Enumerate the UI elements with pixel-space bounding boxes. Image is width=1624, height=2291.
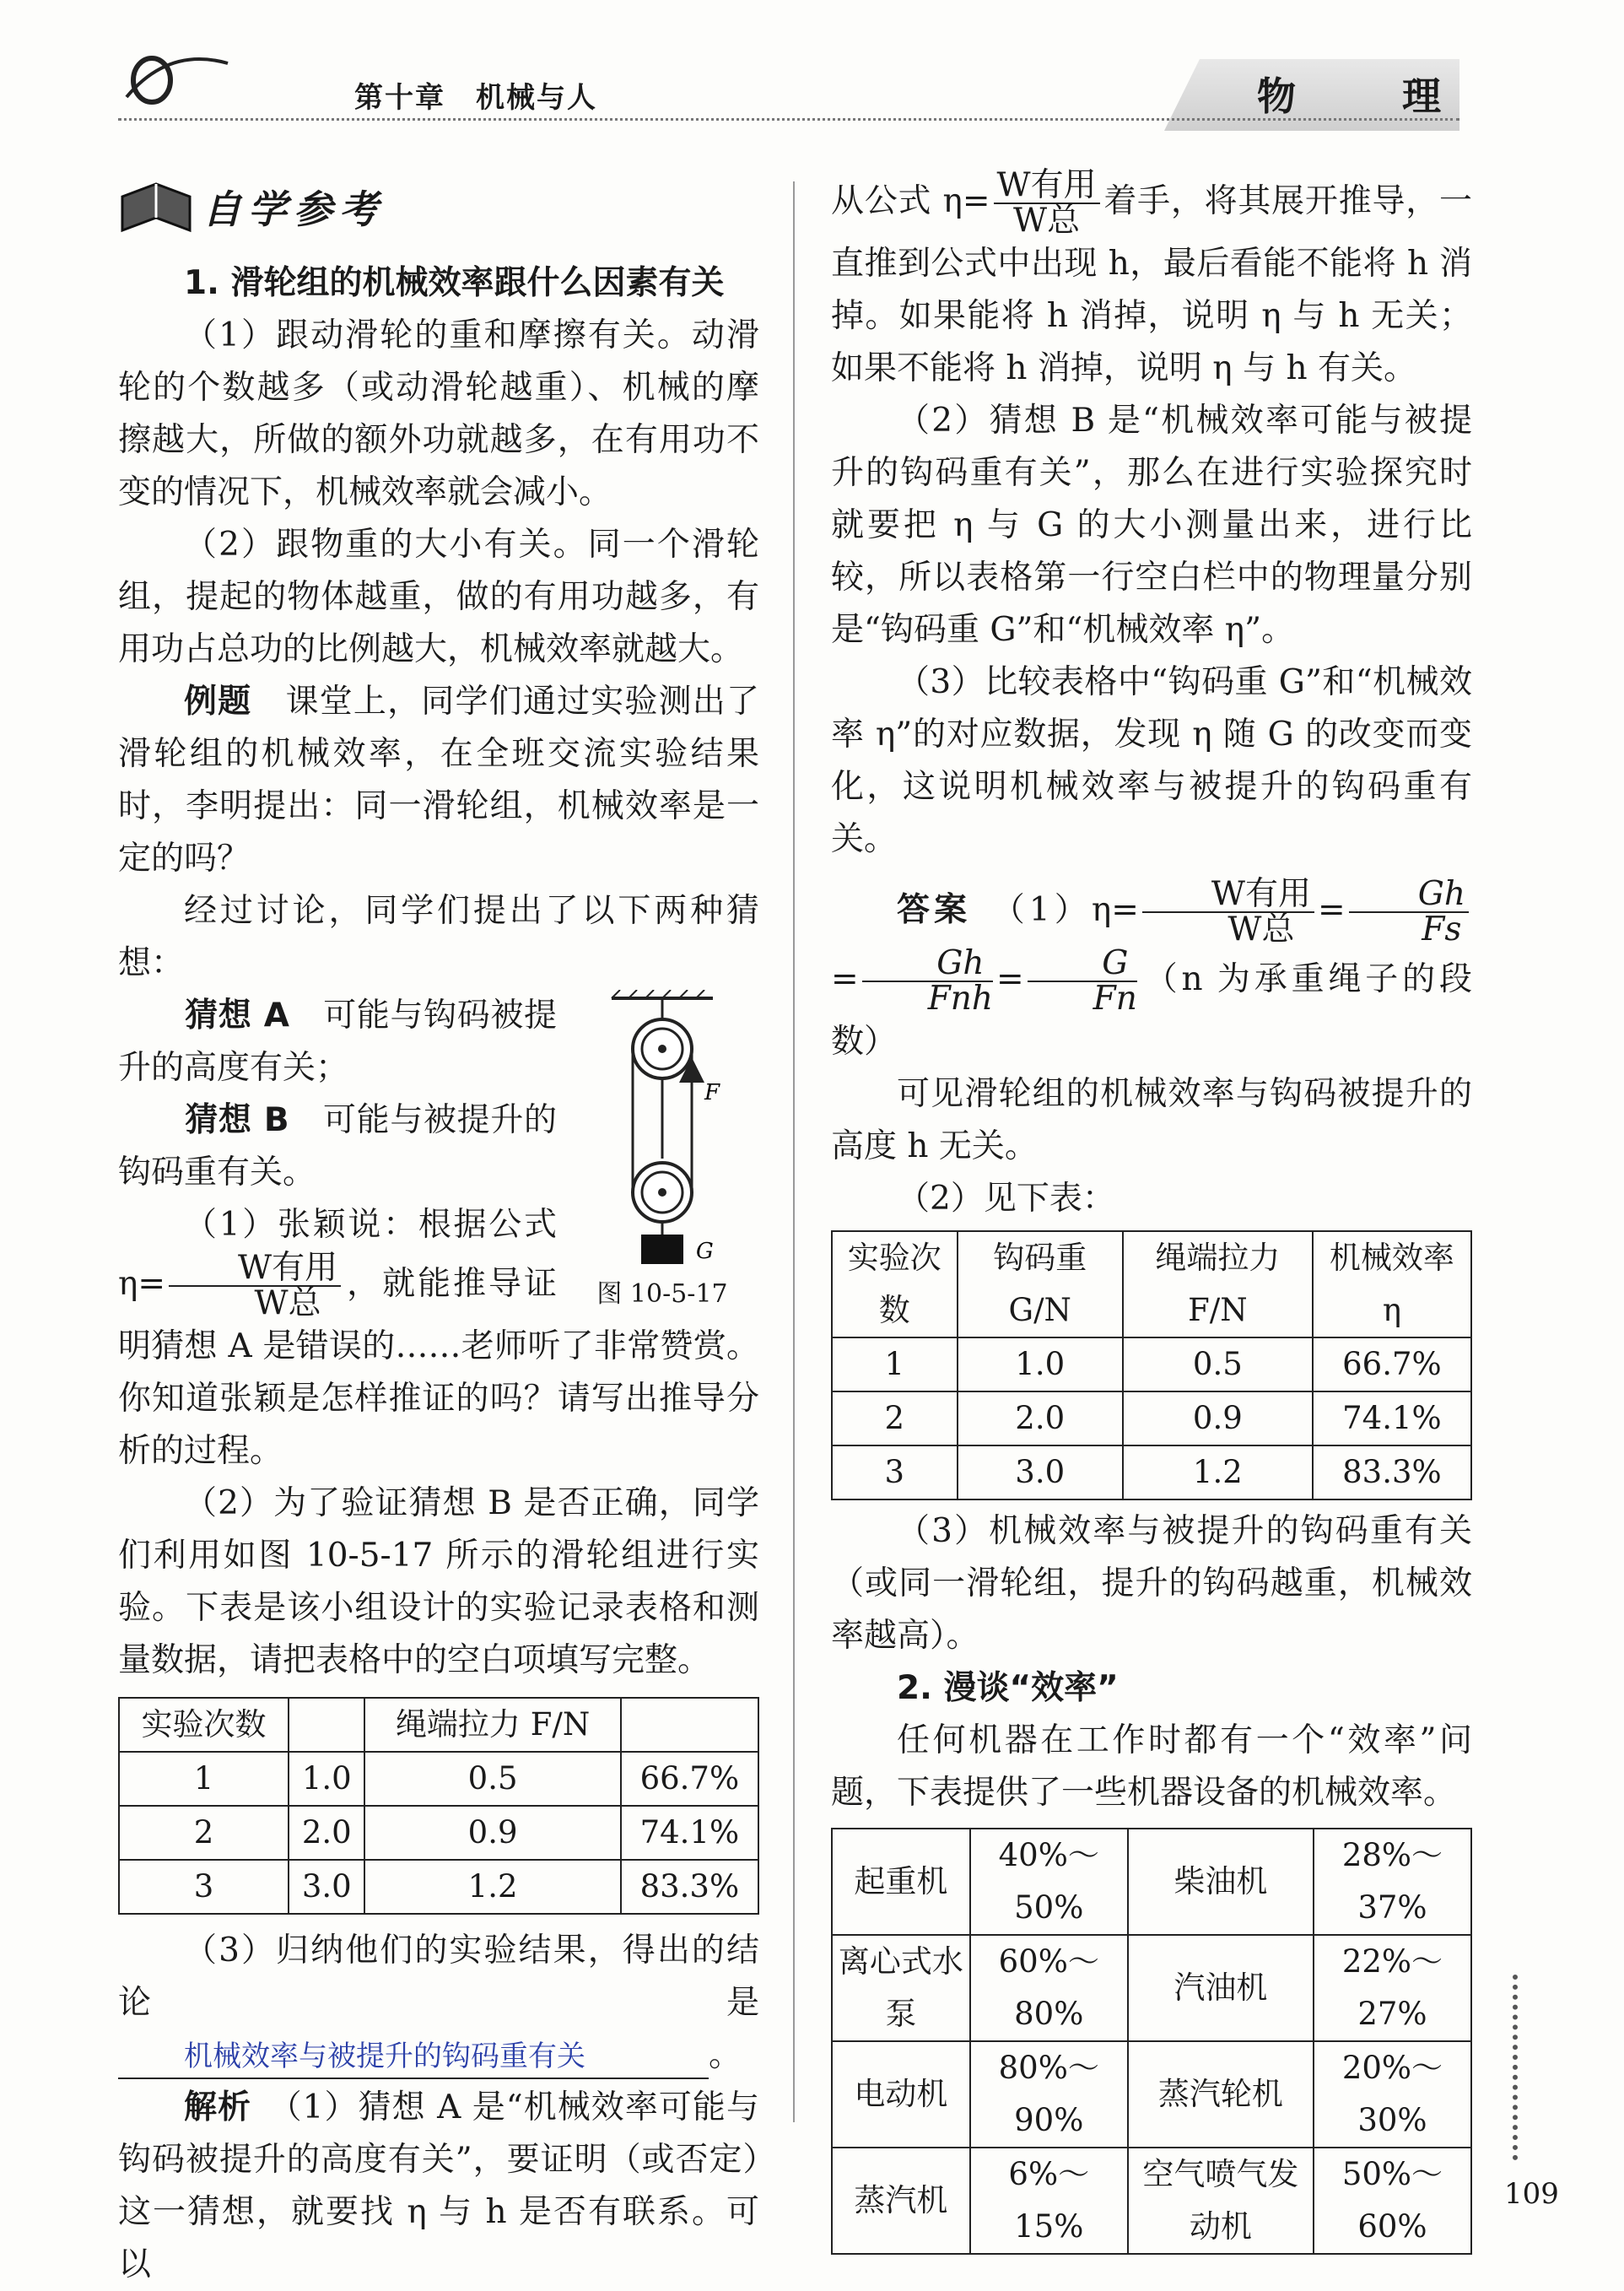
weight-label: G (696, 1239, 714, 1264)
guess-a: 猜想 A 可能与钩码被提升的高度有关； (118, 997, 557, 1087)
question-2: （2）为了验证猜想 B 是否正确，同学们利用如图 10-5-17 所示的滑轮组进行实验。下表是该小组设计的实验记录表格和测量数据，请把表格中的空白项填写完整。 (118, 1484, 759, 1679)
subject-label: 物 理 (1257, 73, 1475, 119)
table-row: 离心式水泵 60%～80% 汽油机 22%～27% (832, 1935, 1471, 2041)
example-label: 例题 (184, 683, 252, 721)
force-label: F (704, 1080, 720, 1105)
table-row: 蒸汽机 6%～15% 空气喷气发动机 50%～60% (832, 2148, 1471, 2254)
experiment-table (118, 1697, 759, 1915)
paragraph: （1）跟动滑轮的重和摩擦有关。动滑轮的个数越多（或动滑轮越重）、机械的摩擦越大，所做的额外功就越多，在有用功不变的情况下，机械效率就会减小。 (118, 316, 759, 511)
page-number: 109 (1504, 2177, 1559, 2211)
table-row: 1 1.0 0.5 66.7% (832, 1337, 1471, 1391)
table-row: 2 2.0 0.9 74.1% (832, 1391, 1471, 1445)
example-text: 课堂上，同学们通过实验测出了滑轮组的机械效率，在全班交流实验结果时，李明提出：同一滑轮组，机械效率是一定的吗？ (118, 683, 759, 878)
paragraph: （3）比较表格中“钩码重 G”和“机械效率 η”的对应数据，发现 η 随 G 的改变而变化，这说明机械效率与被提升的钩码重有关。 (831, 663, 1472, 858)
figure-caption: 图 10-5-17 (596, 1279, 728, 1309)
answer-blank[interactable]: 机械效率与被提升的钩码重有关 (118, 2035, 709, 2079)
weight-block (641, 1235, 683, 1264)
paragraph: （2）猜想 B 是“机械效率可能与被提升的钩码重有关”，那么在进行实验探究时就要把 η 与 G 的大小测量出来，进行比较，所以表格第一行空白栏中的物理量分别是“钩码重 G”和“机械效率 η”。 (831, 402, 1472, 649)
paragraph: 可见滑轮组的机械效率与钩码被提升的高度 h 无关。 (831, 1075, 1472, 1165)
right-column (831, 166, 1472, 2255)
margin-dots (1513, 1975, 1526, 2160)
question-1: （1）张颖说：根据公式 η= $\frac{\text{W有用}}{\text{W总}}$ ，就能推导证明猜想 A 是错误的……老师听了非常赞赏。你知道张颖是怎样推证的吗？请写出推导分析的过程。 (118, 1206, 759, 1470)
table-row: 1 1.0 0.5 66.7% (119, 1752, 758, 1806)
table-row: 3 3.0 1.2 83.3% (832, 1445, 1471, 1499)
question-3: （3）归纳他们的实验结果，得出的结论是机械效率与被提升的钩码重有关 。 (118, 1925, 759, 2082)
paragraph: （3）机械效率与被提升的钩码重有关（或同一滑轮组，提升的钩码越重，机械效率越高）。 (831, 1512, 1472, 1655)
table-header-row: 实验次数 绳端拉力 F/N (119, 1698, 758, 1752)
page-header (0, 0, 1624, 135)
left-column (118, 169, 759, 2291)
chapter-title: 第十章 机械与人 (354, 81, 597, 115)
pulley-diagram (578, 990, 747, 1268)
header-divider (118, 118, 1459, 121)
table-row: 起重机 40%～50% 柴油机 28%～37% (832, 1829, 1471, 1935)
table-row: 2 2.0 0.9 74.1% (119, 1806, 758, 1860)
example-paragraph (118, 676, 759, 885)
section-heading (118, 169, 759, 249)
paragraph: 经过讨论，同学们提出了以下两种猜想： (118, 892, 759, 982)
answer-table (831, 1230, 1472, 1500)
paragraph: （2）见下表： (897, 1180, 1115, 1218)
paragraph: 从公式 η= $\frac{\text{W有用}}{\text{W总}}$ 着手，将其展开推导，一直推到公式中出现 h，最后看能不能将 h 消掉。如果能将 h 消掉，说明 η 与 h 无关；如果不能将 h 消掉，说明 η 与 h 有关。 (831, 166, 1472, 387)
guess-b: 猜想 B 可能与被提升的钩码重有关。 (118, 1101, 557, 1191)
heading-1: 1. 滑轮组的机械效率跟什么因素有关 (184, 264, 725, 302)
column-divider (793, 181, 795, 2122)
answer-paragraph: 答案 （1）η= $\frac{\text{W有用}}{\text{W总}}$ = $\frac{Gh}{Fs}$ = $\frac{Gh}{\text{Fnh}}$ = $\frac{G}{Fn}$ （n 为承重绳子的段数） (831, 875, 1472, 1061)
open-book-icon (118, 180, 194, 239)
paragraph: （2）跟物重的大小有关。同一个滑轮组，提起的物体越重，做的有用功越多，有用功占总功的比例越大，机械效率就越大。 (118, 526, 759, 668)
efficiency-table (831, 1828, 1472, 2255)
efficiency-formula: $\frac{\text{W有用}}{\text{W总}}$ (994, 169, 1100, 238)
table-row: 3 3.0 1.2 83.3% (119, 1860, 758, 1914)
heading-2: 2. 漫谈“效率” (897, 1669, 1119, 1707)
swirl-logo-icon (118, 46, 236, 105)
analysis-paragraph: 解析 （1）猜想 A 是“机械效率可能与钩码被提升的高度有关”，要证明（或否定）这一猜想，就要找 η 与 h 是否有联系。可以 (118, 2088, 759, 2283)
efficiency-formula: $\frac{\text{W有用}}{\text{W总}}$ (169, 1251, 341, 1321)
table-header-row: 实验次数 钩码重 G/N 绳端拉力 F/N 机械效率 η (832, 1231, 1471, 1337)
pulley-figure (565, 990, 759, 1311)
answer-label: 答案 (897, 891, 972, 929)
table-row: 电动机 80%～90% 蒸汽轮机 20%～30% (832, 2041, 1471, 2148)
paragraph: 任何机器在工作时都有一个“效率”问题，下表提供了一些机器设备的机械效率。 (831, 1721, 1472, 1812)
section-title: 自学参考 (202, 186, 385, 232)
